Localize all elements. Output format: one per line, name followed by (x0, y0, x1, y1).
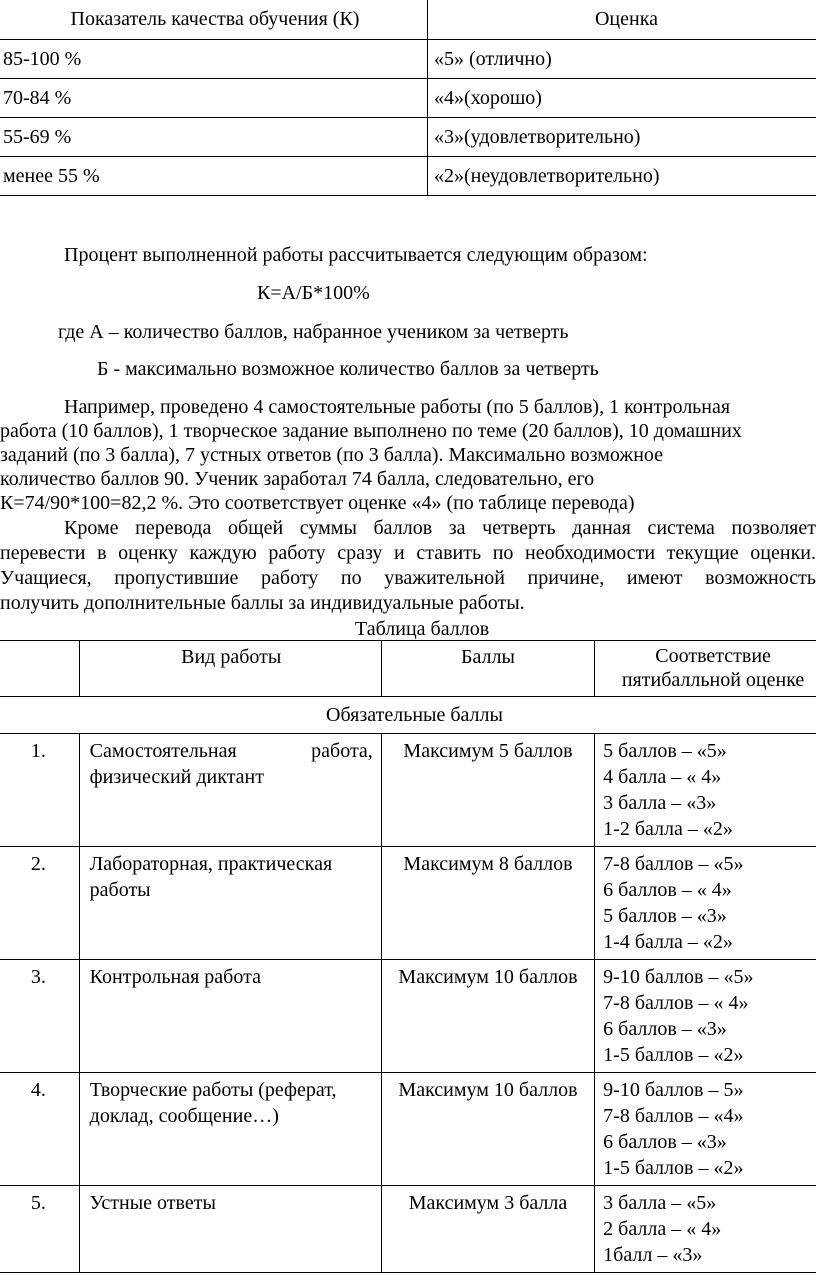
paragraph-line: перевести в оценку каждую работу сразу и ставить по необходимости текущие оценки. (0, 542, 816, 564)
grade-line: 1-5 баллов – «2» (603, 1157, 744, 1179)
grade-line: 6 баллов – «3» (603, 1018, 727, 1040)
paragraph-line: получить дополнительные баллы за индивидуальные работы. (0, 592, 525, 614)
grade-cell (595, 1186, 816, 1273)
work-type-cell: Устные ответы (79, 1186, 381, 1273)
row-num: 5. (0, 1186, 79, 1273)
table-row (0, 118, 816, 157)
example-line: работа (10 баллов), 1 творческое задание выполнено по теме (20 баллов), 10 домашних (0, 420, 742, 442)
row-num: 3. (0, 960, 79, 1073)
section-row (0, 697, 816, 734)
work-type-cell: Лабораторная, практическая работы (79, 847, 381, 960)
points-table-title: Таблица баллов (355, 618, 490, 640)
grade-line: 4 балла – « 4» (603, 766, 722, 788)
grade-line: 7-8 баллов – « 4» (603, 992, 749, 1014)
grade-conversion-table (0, 0, 816, 196)
range-cell: 70-84 % (0, 79, 428, 118)
example-line: заданий (по 3 балла), 7 устных ответов (по 3 балла). Максимально возможное (0, 444, 664, 466)
grade-line: 6 баллов – « 4» (603, 879, 732, 901)
points-table (0, 640, 816, 1273)
range-cell: менее 55 % (0, 157, 428, 196)
grade-line: 9-10 баллов – «5» (603, 966, 754, 988)
row-num: 2. (0, 847, 79, 960)
grade-line: 5 баллов – «5» (603, 740, 727, 762)
table-row (0, 157, 816, 196)
paragraph-line: Кроме перевода общей суммы баллов за четверть данная система позволяет (64, 517, 816, 539)
points-cell: Максимум 3 балла (381, 1186, 594, 1273)
grade-cell: «5» (отлично) (428, 40, 816, 79)
work-type-text: Самостоятельная работа, физический диктант (89, 740, 373, 788)
range-cell: 85-100 % (0, 40, 428, 79)
grade-cell (595, 734, 816, 847)
table-header-row (0, 0, 816, 40)
grade-line: 9-10 баллов – 5» (603, 1079, 744, 1101)
grade-cell: «2»(неудовлетворительно) (428, 157, 816, 196)
header-points: Баллы (381, 641, 594, 697)
example-line: Например, проведено 4 самостоятельные работы (по 5 баллов), 1 контрольная (64, 396, 731, 418)
table-row (0, 1186, 816, 1273)
table-row (0, 960, 816, 1073)
grade-cell (595, 847, 816, 960)
grade-line: 2 балла – « 4» (603, 1218, 722, 1240)
row-num: 4. (0, 1073, 79, 1186)
formula: К=А/Б*100% (257, 282, 370, 304)
example-line: К=74/90*100=82,2 %. Это соответствует оценке «4» (по таблице перевода) (0, 492, 635, 514)
grade-line: 3 балла – «3» (603, 792, 717, 814)
header-grade: Оценка (428, 0, 816, 40)
grade-line: 5 баллов – «3» (603, 905, 727, 927)
grade-line: 1балл – «3» (603, 1244, 703, 1266)
definition-b: Б - максимально возможное количество баллов за четверть (97, 358, 599, 380)
grade-line: 7-8 баллов – «4» (603, 1105, 744, 1127)
range-cell: 55-69 % (0, 118, 428, 157)
grade-line: 3 балла – «5» (603, 1192, 717, 1214)
grade-line: 7-8 баллов – «5» (603, 853, 744, 875)
table-row (0, 734, 816, 847)
intro-text: Процент выполненной работы рассчитывается следующим образом: (64, 244, 648, 266)
grade-cell: «3»(удовлетворительно) (428, 118, 816, 157)
table-row (0, 79, 816, 118)
work-type-cell: Контрольная работа (79, 960, 381, 1073)
table-row (0, 847, 816, 960)
points-cell: Максимум 10 баллов (381, 960, 594, 1073)
header-num (0, 641, 79, 697)
grade-cell: «4»(хорошо) (428, 79, 816, 118)
grade-line: 1-5 баллов – «2» (603, 1044, 744, 1066)
grade-line: 6 баллов – «3» (603, 1131, 727, 1153)
example-line: количество баллов 90. Ученик заработал 74 балла, следовательно, его (0, 468, 595, 490)
header-grade: Соответствие пятибалльной оценке (595, 641, 816, 697)
grade-cell (595, 1073, 816, 1186)
paragraph-line: Учащиеся, пропустившие работу по уважительной причине, имеют возможность (0, 567, 816, 589)
section-title: Обязательные баллы (0, 697, 816, 734)
table-row (0, 1073, 816, 1186)
points-cell: Максимум 8 баллов (381, 847, 594, 960)
definition-a: где А – количество баллов, набранное учеником за четверть (58, 321, 569, 343)
points-cell: Максимум 10 баллов (381, 1073, 594, 1186)
work-type-cell: Творческие работы (реферат, доклад, сообщение…) (79, 1073, 381, 1186)
header-indicator: Показатель качества обучения (К) (0, 0, 428, 40)
row-num: 1. (0, 734, 79, 847)
work-type-cell (79, 734, 381, 847)
grade-line: 1-4 балла – «2» (603, 931, 733, 953)
header-work-type: Вид работы (79, 641, 381, 697)
points-cell: Максимум 5 баллов (381, 734, 594, 847)
table-row (0, 40, 816, 79)
table-header-row (0, 641, 816, 697)
grade-cell (595, 960, 816, 1073)
grade-line: 1-2 балла – «2» (603, 818, 733, 840)
